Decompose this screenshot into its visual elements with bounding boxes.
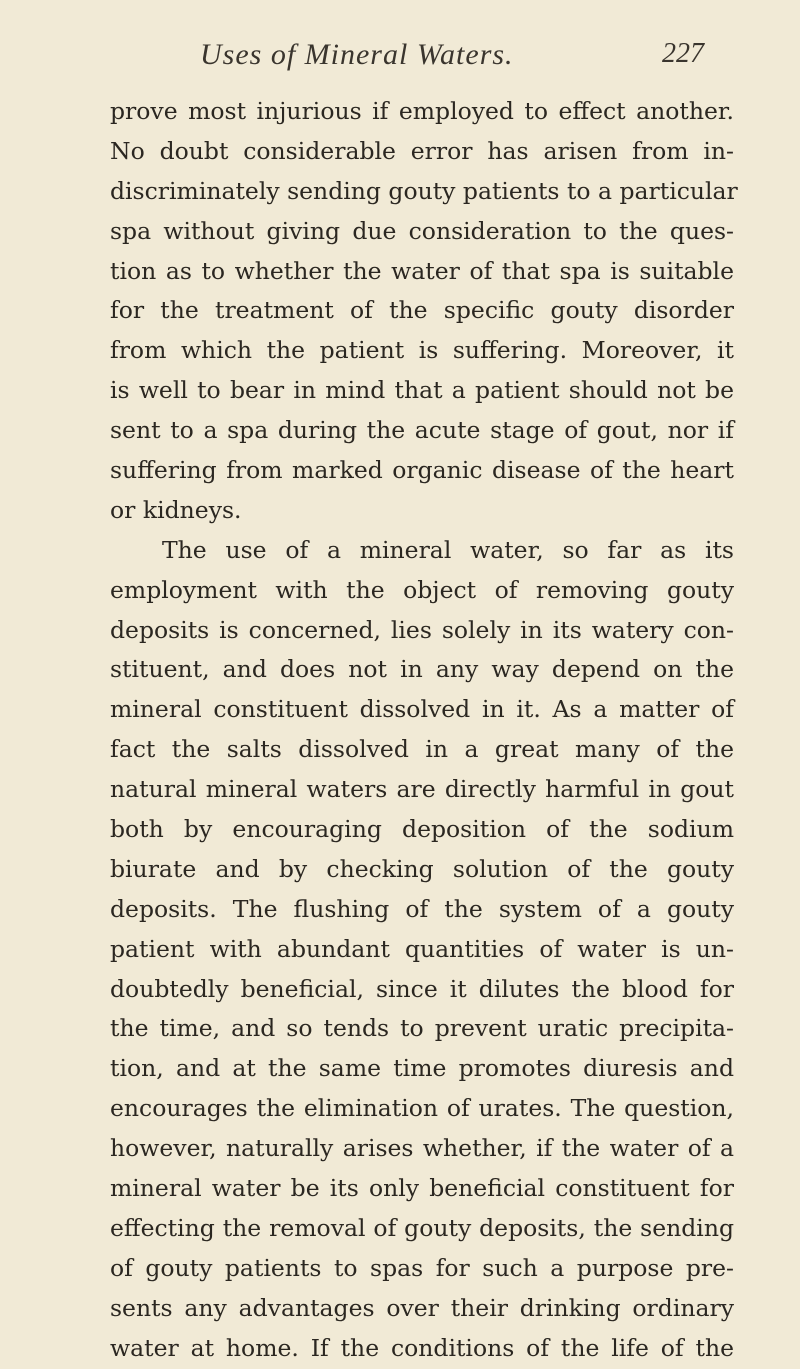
text-line: however, naturally arises whether, if the water of a [110,1134,734,1163]
text-line: is well to bear in mind that a patient should not be [110,376,734,405]
text-line: of gouty patients to spas for such a purpose pre- [110,1253,734,1282]
text-line: biurate and by checking solution of the gouty [110,854,734,883]
text-line: prove most injurious if employed to effect another. [110,97,734,125]
text-line: effecting the removal of gouty deposits, the sending [110,1213,734,1242]
text-line: stituent, and does not in any way depend on the [110,655,734,684]
text-line: encourages the elimination of urates. The question, [110,1094,734,1123]
text-line: employment with the object of removing gouty [110,575,734,604]
running-title: Uses of Mineral Waters. [200,38,514,71]
text-line: sent to a spa during the acute stage of gout, nor if [110,416,734,445]
page-number: 227 [662,38,704,69]
text-line: suffering from marked organic disease of the heart [110,456,734,485]
text-line: patient with abundant quantities of water is un- [110,934,734,963]
text-line: fact the salts dissolved in a great many of the [110,735,734,764]
text-line: tion as to whether the water of that spa is suitable [110,256,734,285]
text-line: from which the patient is suffering. Moreover, it [110,336,734,365]
body-text [110,92,738,1369]
text-line: tion, and at the same time promotes diuresis and [110,1054,734,1083]
text-line: both by encouraging deposition of the sodium [110,815,734,844]
text-line: No doubt considerable error has arisen from in- [110,136,734,165]
text-line: discriminately sending gouty patients to a particular [110,176,738,205]
text-line: sents any advantages over their drinking ordinary [110,1293,734,1322]
text-line: natural mineral waters are directly harmful in gout [110,775,734,804]
text-line: deposits. The flushing of the system of a gouty [110,894,734,923]
text-line: for the treatment of the specific gouty disorder [110,296,734,325]
paragraph-first-line: The use of a mineral water, so far as its [162,535,734,564]
text-line: or kidneys. [110,495,242,524]
text-line: deposits is concerned, lies solely in its watery con- [110,615,734,644]
text-line: the time, and so tends to prevent uratic precipita- [110,1014,734,1043]
text-line: doubtedly beneficial, since it dilutes the blood for [110,974,734,1003]
text-line: spa without giving due consideration to the ques- [110,216,734,245]
text-line: mineral constituent dissolved in it. As a matter of [110,695,734,724]
page-header [110,38,730,78]
text-line: mineral water be its only beneficial constituent for [110,1174,734,1203]
text-line: water at home. If the conditions of the life of the [110,1333,734,1362]
